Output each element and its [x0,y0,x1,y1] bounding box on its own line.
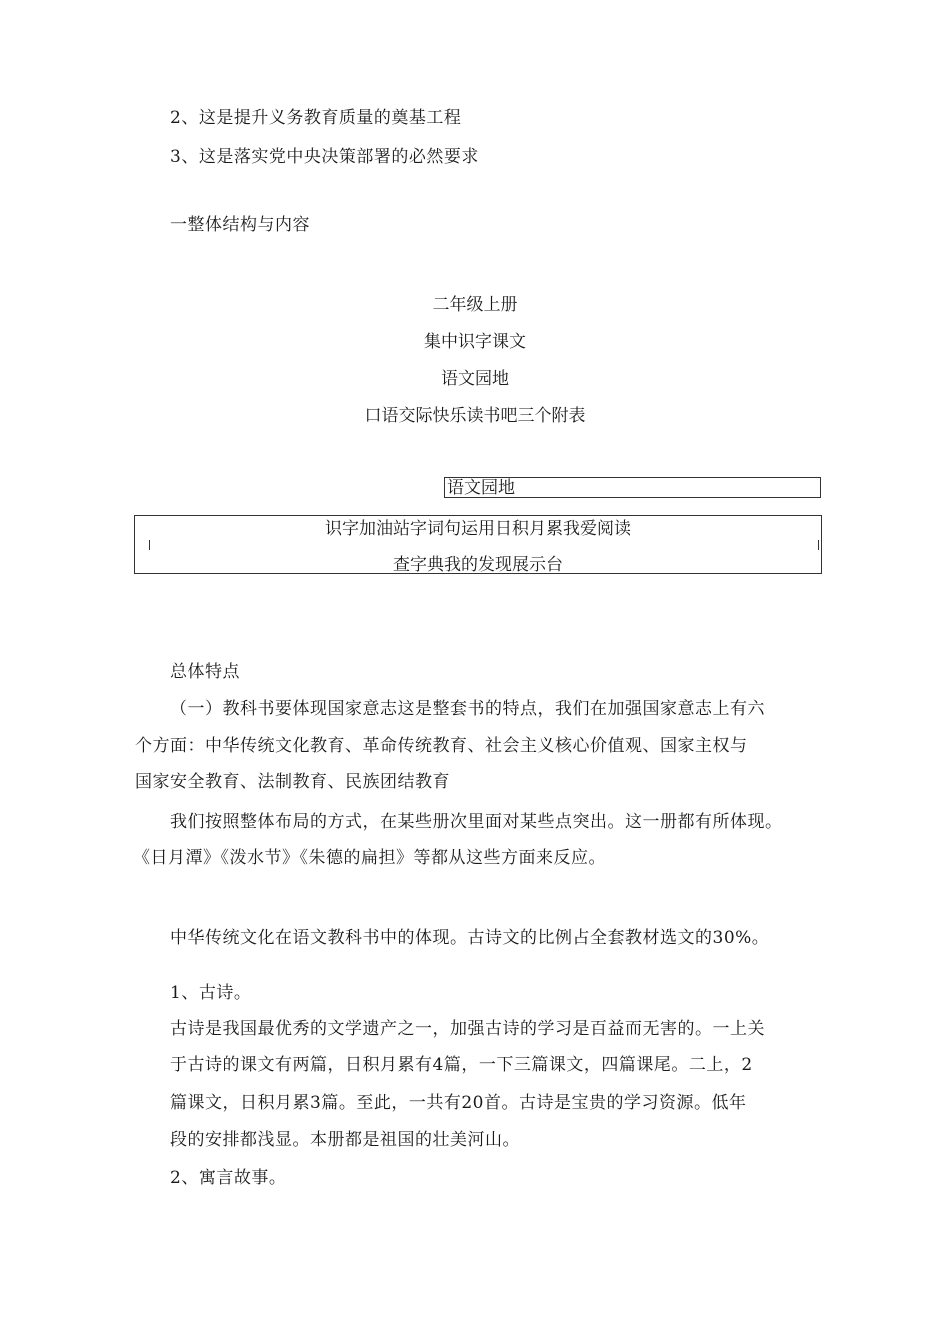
structure-line-3: 语文园地 [441,369,509,389]
box-content-row-1: 识字加油站字词句运用日积月累我爱阅读 [325,519,631,539]
poem-paragraph-line-3: 篇课文，日积月累3篇。至此，一共有20首。古诗是宝贵的学习资源。低年 [170,1093,747,1113]
structure-line-4: 口语交际快乐读书吧三个附表 [364,406,586,426]
intro-item-2: 2、这是提升义务教育质量的奠基工程 [170,108,462,128]
intro-item-3: 3、这是落实党中央决策部署的必然要求 [170,147,479,167]
tradition-item-1: 1、古诗。 [170,983,252,1003]
features-paragraph-2-line-2: 《日月潭》《泼水节》《朱德的扁担》等都从这些方面来反应。 [133,848,606,868]
box-divider-left [149,540,150,550]
features-paragraph-2-line-1: 我们按照整体布局的方式，在某些册次里面对某些点突出。这一册都有所体现。 [170,812,783,832]
poem-paragraph-line-1: 古诗是我国最优秀的文学遗产之一，加强古诗的学习是百益而无害的。一上关 [170,1019,765,1039]
poem-paragraph-line-2: 于古诗的课文有两篇，日积月累有4篇，一下三篇课文，四篇课尾。二上，2 [170,1055,753,1075]
box-content-frame [134,515,822,574]
tradition-item-2: 2、寓言故事。 [170,1168,287,1188]
box-title: 语文园地 [447,478,515,498]
features-paragraph-1-line-3: 国家安全教育、法制教育、民族团结教育 [135,772,450,792]
structure-line-2: 集中识字课文 [424,332,526,352]
tradition-intro: 中华传统文化在语文教科书中的体现。古诗文的比例占全套教材选文的30%。 [170,928,770,948]
features-paragraph-1-line-2: 个方面：中华传统文化教育、革命传统教育、社会主义核心价值观、国家主权与 [135,736,748,756]
poem-paragraph-line-4: 段的安排都浅显。本册都是祖国的壮美河山。 [170,1130,520,1150]
structure-line-1: 二年级上册 [432,295,518,315]
box-title-frame [444,477,821,498]
features-paragraph-1-line-1: （一）教科书要体现国家意志这是整套书的特点，我们在加强国家意志上有六 [170,699,765,719]
box-divider-right [818,540,819,550]
features-heading: 总体特点 [170,662,240,682]
section-heading: 一整体结构与内容 [170,215,310,235]
box-content-row-2: 查字典我的发现展示台 [393,555,563,575]
